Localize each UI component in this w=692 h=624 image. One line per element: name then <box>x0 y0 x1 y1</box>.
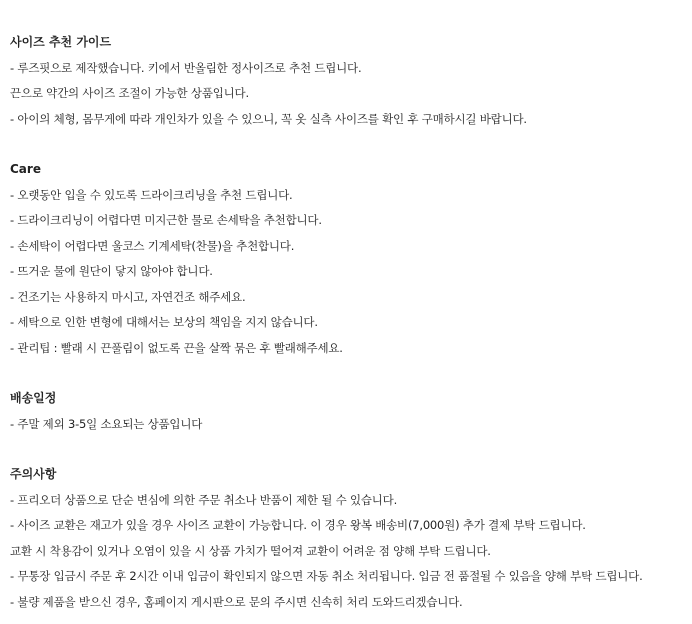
notice-line: - 불량 제품을 받으신 경우, 홈페이지 게시판으로 문의 주시면 신속히 처리 도와드리겠습니다. <box>10 594 463 609</box>
care-line: - 건조기는 사용하지 마시고, 자연건조 해주세요. <box>10 289 246 304</box>
size-guide-line: 끈으로 약간의 사이즈 조절이 가능한 상품입니다. <box>10 86 249 100</box>
section-shipping <box>10 386 692 437</box>
notice-line: 교환 시 착용감이 있거나 오염이 있을 시 상품 가치가 떨어져 교환이 어려운 점 양해 부탁 드립니다. <box>10 543 491 558</box>
care-line: - 세탁으로 인한 변형에 대해서는 보상의 책임을 지지 않습니다. <box>10 315 318 329</box>
care-line: - 드라이크리닝이 어렵다면 미지근한 물로 손세탁을 추천합니다. <box>10 213 322 227</box>
notice-line: - 사이즈 교환은 재고가 있을 경우 사이즈 교환이 가능합니다. 이 경우 왕복 배송비(7,000원) 추가 결제 부탁 드립니다. <box>10 518 586 532</box>
section-title-notice: 주의사항 <box>10 467 57 481</box>
section-notice <box>10 462 692 615</box>
section-care <box>10 157 692 361</box>
notice-line: - 무통장 입금시 주문 후 2시간 이내 입금이 확인되지 않으면 자동 취소 처리됩니다. 입금 전 품절될 수 있음을 양해 부탁 드립니다. <box>10 569 643 583</box>
section-title-shipping: 배송일정 <box>10 391 57 405</box>
size-guide-line: - 루즈핏으로 제작했습니다. 키에서 반올림한 정사이즈로 추천 드립니다. <box>10 60 362 75</box>
care-line: - 관리팁 : 빨래 시 끈풀림이 없도록 끈을 살짝 묶은 후 빨래해주세요. <box>10 340 343 355</box>
care-line: - 손세탁이 어렵다면 울코스 기계세탁(찬물)을 추천합니다. <box>10 238 295 253</box>
care-line: - 오랫동안 입을 수 있도록 드라이크리닝을 추천 드립니다. <box>10 187 293 202</box>
section-size-guide <box>10 30 692 132</box>
size-guide-line: - 아이의 체형, 몸무게에 따라 개인차가 있을 수 있으니, 꼭 옷 실측 사이즈를 확인 후 구매하시길 바랍니다. <box>10 111 527 126</box>
care-line: - 뜨거운 물에 원단이 닿지 않아야 합니다. <box>10 264 213 278</box>
section-title-size-guide: 사이즈 추천 가이드 <box>10 35 112 49</box>
section-title-care: Care <box>10 162 41 176</box>
shipping-line: - 주말 제외 3-5일 소요되는 상품입니다 <box>10 416 203 431</box>
notice-line: - 프리오더 상품으로 단순 변심에 의한 주문 취소나 반품이 제한 될 수 있습니다. <box>10 492 398 507</box>
